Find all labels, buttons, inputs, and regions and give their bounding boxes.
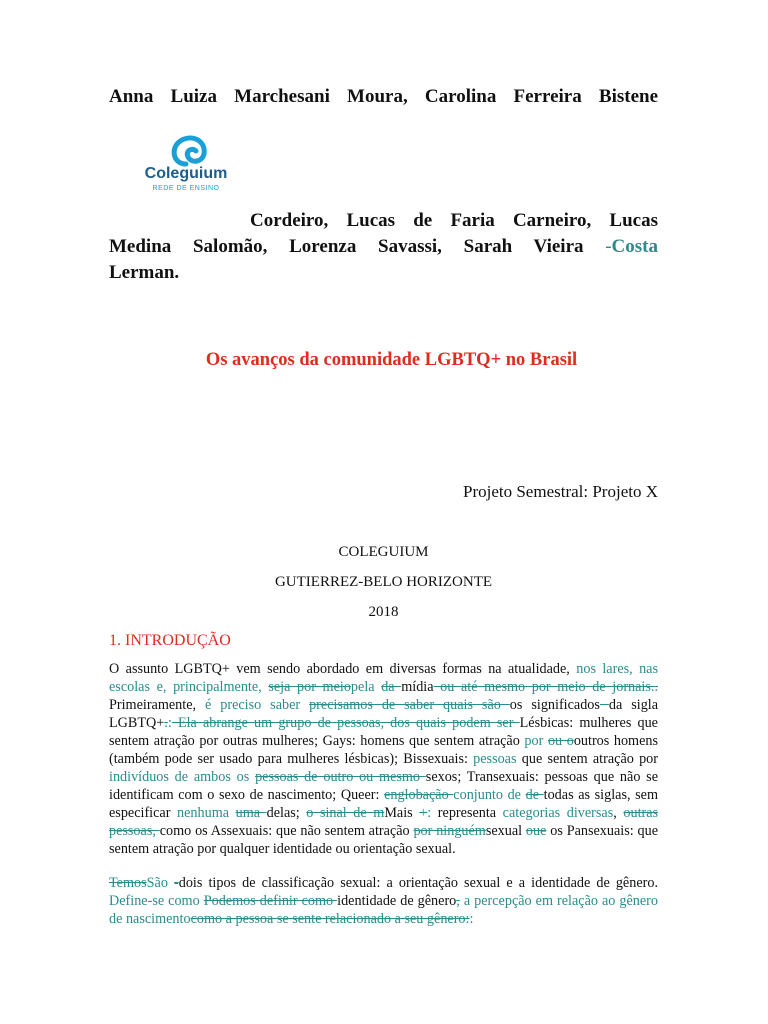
- text-fragment: identidade de gênero: [337, 893, 457, 909]
- coleguium-logo: [120, 124, 252, 208]
- text-fragment: de: [525, 787, 544, 803]
- text-fragment: por: [524, 733, 544, 749]
- text-fragment: -: [174, 875, 179, 891]
- text-fragment: da sigla LGBTQ+: [109, 697, 659, 731]
- text-fragment: é preciso saber: [205, 697, 301, 713]
- logo-tagline: REDE DE ENSINO: [152, 185, 220, 192]
- paragraph-1: [109, 660, 658, 858]
- text-fragment: significados: [522, 697, 600, 713]
- text-fragment: Mais: [384, 805, 420, 821]
- authors-line-4: Lerman.: [109, 262, 180, 283]
- text-fragment: a percepção em relação ao gênero de nascimento: [109, 893, 658, 927]
- text-fragment: que sentem atração por: [516, 751, 658, 767]
- text-fragment: sexual: [485, 823, 526, 839]
- text-fragment: categorias diversas: [502, 805, 614, 821]
- text-fragment: conjunto de: [453, 787, 521, 803]
- text-fragment: ou até mesmo por meio de jornais.: [433, 679, 655, 695]
- text-fragment: sexos; Transexuais: pessoas que não se identificam com o sexo de nascimento; Queer:: [109, 769, 658, 803]
- text-fragment: englobação: [384, 787, 454, 803]
- text-fragment: da: [381, 679, 402, 695]
- logo-name: Coleguium: [144, 165, 228, 182]
- text-fragment: São: [146, 875, 168, 891]
- text-fragment: O assunto LGBTQ+ vem sendo abordado em diversas formas na atualidade,: [109, 661, 577, 677]
- section-heading-introducao: 1. INTRODUÇÃO: [109, 632, 231, 649]
- text-fragment: os Pansexuais: que sentem atração por qualquer identidade ou orientação sexual.: [109, 823, 658, 857]
- text-fragment: Ela abrange um grupo de pessoas, dos quais podem ser: [171, 715, 520, 731]
- text-fragment: :: [167, 715, 172, 731]
- text-fragment: [229, 805, 236, 821]
- text-fragment: precisamos de saber quais são: [309, 697, 510, 713]
- school-location: GUTIERREZ-BELO HORIZONTE: [274, 574, 493, 590]
- text-fragment: nos lares, nas escolas e, principalmente,: [109, 661, 658, 695]
- text-fragment: Podemos definir como: [203, 893, 338, 909]
- text-fragment: dois tipos de classificação sexual: a orientação sexual e a identidade de gênero.: [178, 875, 658, 891]
- text-fragment: como a pessoa se sente relacionado a seu gênero:: [190, 911, 470, 927]
- text-fragment: [600, 697, 609, 713]
- document-title: Os avanços da comunidade LGBTQ+ no Brasil: [205, 350, 578, 370]
- text-fragment: .: [654, 679, 658, 695]
- text-fragment: outros homens (também pode ser usado para mulheres lésbicas); Bissexuais:: [109, 733, 659, 767]
- document-year: 2018: [368, 604, 399, 620]
- text-fragment: ou o: [547, 733, 574, 749]
- text-fragment: :: [427, 805, 432, 821]
- text-fragment: mídia: [401, 679, 434, 695]
- text-fragment: ,: [613, 805, 624, 821]
- authors-line-1: Anna Luiza Marchesani Moura, Carolina Ferreira Bistene: [109, 86, 658, 107]
- text-fragment: pela: [350, 679, 382, 695]
- text-fragment: por ninguém: [413, 823, 486, 839]
- text-fragment: nenhuma: [177, 805, 230, 821]
- text-fragment: outras pessoas,: [109, 805, 659, 839]
- text-fragment: ,: [456, 893, 460, 909]
- text-fragment: representa: [431, 805, 503, 821]
- text-fragment: pessoas: [473, 751, 517, 767]
- text-fragment: Lésbicas: mulheres que sentem atração por outras mulheres; Gays: homens que sentem atração: [109, 715, 658, 749]
- authors-block: [109, 208, 658, 286]
- school-name: COLEGUIUM: [338, 544, 429, 560]
- text-fragment: Define-se como: [109, 893, 200, 909]
- text-fragment: pessoas de outro ou mesmo: [255, 769, 426, 785]
- paragraph-2: [109, 874, 658, 928]
- text-fragment: [300, 697, 309, 713]
- text-fragment: .: [164, 715, 168, 731]
- text-fragment: :: [469, 911, 474, 927]
- text-fragment: indivíduos de ambos os: [109, 769, 250, 785]
- text-fragment: Primeiramente,: [109, 697, 206, 713]
- authors-line-3: Medina Salomão, Lorenza Savassi, Sarah Vieira -Costa: [109, 236, 658, 257]
- text-fragment: +: [419, 805, 428, 821]
- text-fragment: Temos: [109, 875, 147, 891]
- text-fragment: delas;: [266, 805, 307, 821]
- text-fragment: como os Assexuais: que não sentem atração: [159, 823, 414, 839]
- text-fragment: oue: [525, 823, 547, 839]
- text-fragment: uma: [235, 805, 267, 821]
- text-fragment: os: [509, 697, 523, 713]
- text-fragment: todas as siglas, sem especificar: [109, 787, 659, 821]
- text-fragment: o sinal de m: [306, 805, 385, 821]
- text-fragment: seja por meio: [268, 679, 351, 695]
- project-label: Projeto Semestral: Projeto X: [462, 482, 658, 501]
- authors-line-2: Cordeiro, Lucas de Faria Carneiro, Lucas: [250, 210, 658, 231]
